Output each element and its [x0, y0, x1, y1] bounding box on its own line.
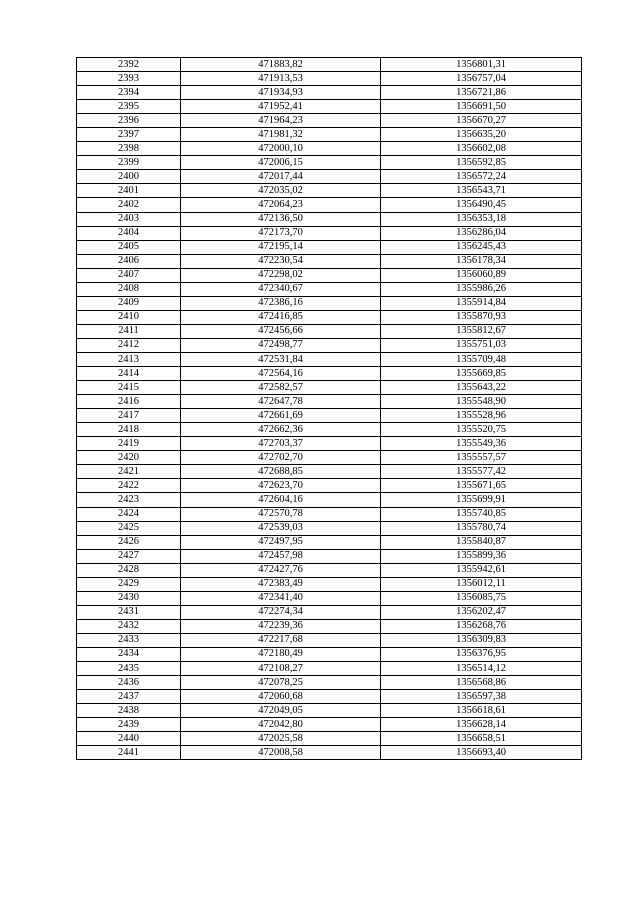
y-coordinate-cell: 1355740,85	[381, 507, 582, 521]
y-coordinate-cell: 1356691,50	[381, 100, 582, 114]
y-coordinate-cell: 1355557,57	[381, 451, 582, 465]
point-number-cell: 2432	[77, 619, 181, 633]
y-coordinate-cell: 1356721,86	[381, 86, 582, 100]
table-row	[77, 338, 582, 352]
y-coordinate-cell: 1356572,24	[381, 170, 582, 184]
point-number-cell: 2392	[77, 58, 181, 72]
point-number-cell: 2412	[77, 338, 181, 352]
table-row	[77, 605, 582, 619]
point-number-cell: 2441	[77, 746, 181, 760]
point-number-cell: 2418	[77, 423, 181, 437]
table-row	[77, 381, 582, 395]
x-coordinate-cell: 472017,44	[181, 170, 381, 184]
y-coordinate-cell: 1356178,34	[381, 254, 582, 268]
point-number-cell: 2401	[77, 184, 181, 198]
point-number-cell: 2430	[77, 591, 181, 605]
table-row	[77, 662, 582, 676]
table-row	[77, 549, 582, 563]
x-coordinate-cell: 472662,36	[181, 423, 381, 437]
y-coordinate-cell: 1355942,61	[381, 563, 582, 577]
table-row	[77, 254, 582, 268]
point-number-cell: 2395	[77, 100, 181, 114]
x-coordinate-cell: 472703,37	[181, 437, 381, 451]
point-number-cell: 2436	[77, 676, 181, 690]
x-coordinate-cell: 472647,78	[181, 395, 381, 409]
point-number-cell: 2416	[77, 395, 181, 409]
y-coordinate-cell: 1356286,04	[381, 226, 582, 240]
x-coordinate-cell: 472180,49	[181, 647, 381, 661]
x-coordinate-cell: 472497,95	[181, 535, 381, 549]
table-row	[77, 352, 582, 366]
x-coordinate-cell: 472688,85	[181, 465, 381, 479]
point-number-cell: 2408	[77, 282, 181, 296]
y-coordinate-cell: 1355669,85	[381, 367, 582, 381]
table-row	[77, 226, 582, 240]
table-row	[77, 58, 582, 72]
table-row	[77, 282, 582, 296]
table-row	[77, 423, 582, 437]
y-coordinate-cell: 1355899,36	[381, 549, 582, 563]
x-coordinate-cell: 472604,16	[181, 493, 381, 507]
y-coordinate-cell: 1355671,65	[381, 479, 582, 493]
y-coordinate-cell: 1355549,36	[381, 437, 582, 451]
table-row	[77, 142, 582, 156]
table-row	[77, 563, 582, 577]
point-number-cell: 2421	[77, 465, 181, 479]
table-row	[77, 100, 582, 114]
x-coordinate-cell: 472108,27	[181, 662, 381, 676]
table-row	[77, 184, 582, 198]
x-coordinate-cell: 472564,16	[181, 367, 381, 381]
y-coordinate-cell: 1356268,76	[381, 619, 582, 633]
table-row	[77, 676, 582, 690]
point-number-cell: 2431	[77, 605, 181, 619]
point-number-cell: 2440	[77, 732, 181, 746]
x-coordinate-cell: 472173,70	[181, 226, 381, 240]
y-coordinate-cell: 1356597,38	[381, 690, 582, 704]
point-number-cell: 2438	[77, 704, 181, 718]
table-row	[77, 619, 582, 633]
table-row	[77, 535, 582, 549]
point-number-cell: 2428	[77, 563, 181, 577]
x-coordinate-cell: 471964,23	[181, 114, 381, 128]
table-row	[77, 268, 582, 282]
table-row	[77, 633, 582, 647]
x-coordinate-cell: 471952,41	[181, 100, 381, 114]
y-coordinate-cell: 1355520,75	[381, 423, 582, 437]
x-coordinate-cell: 472025,58	[181, 732, 381, 746]
point-number-cell: 2419	[77, 437, 181, 451]
x-coordinate-cell: 472661,69	[181, 409, 381, 423]
y-coordinate-cell: 1356635,20	[381, 128, 582, 142]
table-row	[77, 437, 582, 451]
point-number-cell: 2393	[77, 72, 181, 86]
y-coordinate-cell: 1355914,84	[381, 296, 582, 310]
point-number-cell: 2404	[77, 226, 181, 240]
table-row	[77, 367, 582, 381]
table-row	[77, 114, 582, 128]
point-number-cell: 2439	[77, 718, 181, 732]
x-coordinate-cell: 472035,02	[181, 184, 381, 198]
x-coordinate-cell: 472427,76	[181, 563, 381, 577]
y-coordinate-cell: 1355840,87	[381, 535, 582, 549]
y-coordinate-cell: 1356568,86	[381, 676, 582, 690]
x-coordinate-cell: 472274,34	[181, 605, 381, 619]
table-row	[77, 451, 582, 465]
x-coordinate-cell: 472230,54	[181, 254, 381, 268]
x-coordinate-cell: 472498,77	[181, 338, 381, 352]
table-row	[77, 395, 582, 409]
x-coordinate-cell: 472623,70	[181, 479, 381, 493]
x-coordinate-cell: 472042,80	[181, 718, 381, 732]
x-coordinate-cell: 472060,68	[181, 690, 381, 704]
x-coordinate-cell: 472217,68	[181, 633, 381, 647]
y-coordinate-cell: 1355577,42	[381, 465, 582, 479]
table-row	[77, 521, 582, 535]
table-row	[77, 591, 582, 605]
y-coordinate-cell: 1356543,71	[381, 184, 582, 198]
y-coordinate-cell: 1356490,45	[381, 198, 582, 212]
x-coordinate-cell: 471934,93	[181, 86, 381, 100]
point-number-cell: 2426	[77, 535, 181, 549]
y-coordinate-cell: 1355643,22	[381, 381, 582, 395]
y-coordinate-cell: 1355528,96	[381, 409, 582, 423]
x-coordinate-cell: 472416,85	[181, 310, 381, 324]
point-number-cell: 2409	[77, 296, 181, 310]
point-number-cell: 2429	[77, 577, 181, 591]
x-coordinate-cell: 472000,10	[181, 142, 381, 156]
x-coordinate-cell: 472341,40	[181, 591, 381, 605]
x-coordinate-cell: 472006,15	[181, 156, 381, 170]
table-row	[77, 718, 582, 732]
point-number-cell: 2420	[77, 451, 181, 465]
table-row	[77, 170, 582, 184]
table-row	[77, 310, 582, 324]
x-coordinate-cell: 472298,02	[181, 268, 381, 282]
x-coordinate-cell: 472195,14	[181, 240, 381, 254]
table-row	[77, 704, 582, 718]
y-coordinate-cell: 1356202,47	[381, 605, 582, 619]
table-row	[77, 647, 582, 661]
x-coordinate-cell: 472702,70	[181, 451, 381, 465]
x-coordinate-cell: 472457,98	[181, 549, 381, 563]
y-coordinate-cell: 1355870,93	[381, 310, 582, 324]
x-coordinate-cell: 472239,36	[181, 619, 381, 633]
point-number-cell: 2394	[77, 86, 181, 100]
coordinates-table	[76, 57, 582, 760]
point-number-cell: 2406	[77, 254, 181, 268]
point-number-cell: 2425	[77, 521, 181, 535]
x-coordinate-cell: 472539,03	[181, 521, 381, 535]
point-number-cell: 2399	[77, 156, 181, 170]
point-number-cell: 2403	[77, 212, 181, 226]
y-coordinate-cell: 1355751,03	[381, 338, 582, 352]
table-row	[77, 746, 582, 760]
point-number-cell: 2424	[77, 507, 181, 521]
y-coordinate-cell: 1355986,26	[381, 282, 582, 296]
y-coordinate-cell: 1355812,67	[381, 324, 582, 338]
point-number-cell: 2410	[77, 310, 181, 324]
point-number-cell: 2427	[77, 549, 181, 563]
point-number-cell: 2435	[77, 662, 181, 676]
y-coordinate-cell: 1355548,90	[381, 395, 582, 409]
x-coordinate-cell: 472570,78	[181, 507, 381, 521]
y-coordinate-cell: 1356376,95	[381, 647, 582, 661]
point-number-cell: 2405	[77, 240, 181, 254]
y-coordinate-cell: 1355709,48	[381, 352, 582, 366]
table-row	[77, 128, 582, 142]
y-coordinate-cell: 1356245,43	[381, 240, 582, 254]
y-coordinate-cell: 1356618,61	[381, 704, 582, 718]
x-coordinate-cell: 472383,49	[181, 577, 381, 591]
y-coordinate-cell: 1356757,04	[381, 72, 582, 86]
y-coordinate-cell: 1356658,51	[381, 732, 582, 746]
y-coordinate-cell: 1356012,11	[381, 577, 582, 591]
table-row	[77, 409, 582, 423]
x-coordinate-cell: 471883,82	[181, 58, 381, 72]
x-coordinate-cell: 471981,32	[181, 128, 381, 142]
x-coordinate-cell: 472078,25	[181, 676, 381, 690]
x-coordinate-cell: 472064,23	[181, 198, 381, 212]
y-coordinate-cell: 1356353,18	[381, 212, 582, 226]
point-number-cell: 2437	[77, 690, 181, 704]
table-row	[77, 465, 582, 479]
point-number-cell: 2398	[77, 142, 181, 156]
point-number-cell: 2433	[77, 633, 181, 647]
point-number-cell: 2411	[77, 324, 181, 338]
x-coordinate-cell: 472049,05	[181, 704, 381, 718]
y-coordinate-cell: 1356309,83	[381, 633, 582, 647]
point-number-cell: 2397	[77, 128, 181, 142]
point-number-cell: 2400	[77, 170, 181, 184]
table-row	[77, 212, 582, 226]
x-coordinate-cell: 472582,57	[181, 381, 381, 395]
y-coordinate-cell: 1355699,91	[381, 493, 582, 507]
table-row	[77, 296, 582, 310]
point-number-cell: 2402	[77, 198, 181, 212]
table-row	[77, 198, 582, 212]
y-coordinate-cell: 1356670,27	[381, 114, 582, 128]
point-number-cell: 2413	[77, 352, 181, 366]
y-coordinate-cell: 1356602,08	[381, 142, 582, 156]
y-coordinate-cell: 1356592,85	[381, 156, 582, 170]
point-number-cell: 2434	[77, 647, 181, 661]
table-row	[77, 240, 582, 254]
table-row	[77, 577, 582, 591]
x-coordinate-cell: 472531,84	[181, 352, 381, 366]
table-row	[77, 86, 582, 100]
y-coordinate-cell: 1356514,12	[381, 662, 582, 676]
table-row	[77, 690, 582, 704]
table-row	[77, 732, 582, 746]
y-coordinate-cell: 1355780,74	[381, 521, 582, 535]
coordinates-table-body	[77, 58, 582, 760]
x-coordinate-cell: 472008,58	[181, 746, 381, 760]
y-coordinate-cell: 1356801,31	[381, 58, 582, 72]
point-number-cell: 2414	[77, 367, 181, 381]
point-number-cell: 2396	[77, 114, 181, 128]
point-number-cell: 2422	[77, 479, 181, 493]
y-coordinate-cell: 1356628,14	[381, 718, 582, 732]
point-number-cell: 2407	[77, 268, 181, 282]
point-number-cell: 2423	[77, 493, 181, 507]
x-coordinate-cell: 472136,50	[181, 212, 381, 226]
table-row	[77, 493, 582, 507]
table-row	[77, 156, 582, 170]
table-row	[77, 507, 582, 521]
y-coordinate-cell: 1356060,89	[381, 268, 582, 282]
table-row	[77, 479, 582, 493]
x-coordinate-cell: 472340,67	[181, 282, 381, 296]
x-coordinate-cell: 472386,16	[181, 296, 381, 310]
y-coordinate-cell: 1356085,75	[381, 591, 582, 605]
x-coordinate-cell: 472456,66	[181, 324, 381, 338]
point-number-cell: 2417	[77, 409, 181, 423]
point-number-cell: 2415	[77, 381, 181, 395]
x-coordinate-cell: 471913,53	[181, 72, 381, 86]
table-row	[77, 72, 582, 86]
table-row	[77, 324, 582, 338]
y-coordinate-cell: 1356693,40	[381, 746, 582, 760]
